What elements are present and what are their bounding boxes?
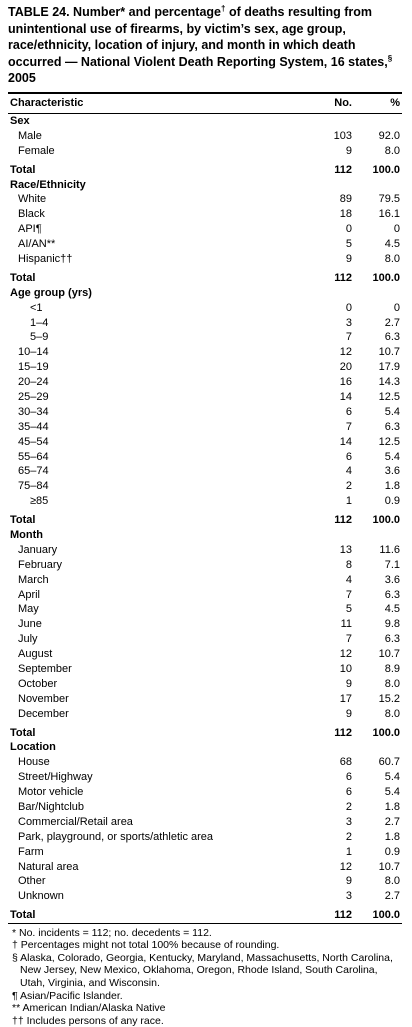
footnote: * No. incidents = 112; no. decedents = 112. <box>12 926 212 939</box>
row-percent: 9.8 <box>384 618 400 631</box>
row-number: 68 <box>339 756 352 769</box>
table-row <box>8 419 402 434</box>
row-number: 18 <box>339 208 352 221</box>
table-body <box>8 113 402 923</box>
total-label: Total <box>10 514 36 527</box>
row-number: 4 <box>345 465 352 478</box>
row-percent: 5.4 <box>384 450 400 463</box>
row-label: Male <box>18 129 42 142</box>
row-percent: 8.0 <box>384 144 400 157</box>
table-row <box>8 800 402 815</box>
row-percent: 0 <box>393 223 400 236</box>
table-row <box>8 494 402 509</box>
table-row <box>8 874 402 889</box>
table-row <box>8 300 402 315</box>
row-label: 55–64 <box>18 450 49 463</box>
section-header: Age group (yrs) <box>10 286 92 299</box>
row-label: 25–29 <box>18 390 49 403</box>
total-number: 112 <box>334 514 352 527</box>
row-number: 14 <box>339 435 352 448</box>
table-row <box>8 207 402 222</box>
row-label: Natural area <box>18 860 79 873</box>
total-percent: 100.0 <box>372 163 400 176</box>
total-percent: 100.0 <box>354 908 402 923</box>
row-number: 9 <box>345 677 352 690</box>
section-header-row <box>8 113 402 128</box>
section-header: Month <box>10 528 43 541</box>
table-row <box>8 434 402 449</box>
row-label: 45–54 <box>18 435 49 448</box>
header-percent: % <box>354 93 402 114</box>
table-row <box>8 602 402 617</box>
row-number: 6 <box>345 771 352 784</box>
row-percent: 10.7 <box>378 860 400 873</box>
row-label: 10–14 <box>18 346 49 359</box>
table-row <box>8 192 402 207</box>
row-percent: 5.4 <box>384 771 400 784</box>
total-percent: 100.0 <box>372 514 400 527</box>
table-row <box>8 691 402 706</box>
table-row <box>8 315 402 330</box>
table-row <box>8 587 402 602</box>
total-label: Total <box>10 163 36 176</box>
table-row <box>8 557 402 572</box>
row-number: 0 <box>345 301 352 314</box>
row-number: 4 <box>345 573 352 586</box>
row-number: 103 <box>333 129 352 142</box>
title-text-a: TABLE 24. Number* and percentage <box>8 5 222 19</box>
table-row <box>8 785 402 800</box>
row-percent: 1.8 <box>384 801 400 814</box>
section-header-row <box>8 177 402 192</box>
table-title <box>8 4 404 87</box>
table-row <box>8 449 402 464</box>
row-number: 5 <box>345 238 352 251</box>
row-percent: 5.4 <box>384 786 400 799</box>
total-label: Total <box>10 271 36 284</box>
row-label: 20–24 <box>18 376 49 389</box>
row-number: 2 <box>345 480 352 493</box>
total-number: 112 <box>334 163 352 176</box>
table-row <box>8 632 402 647</box>
row-number: 12 <box>339 860 352 873</box>
row-label: Unknown <box>18 890 64 903</box>
row-percent: 2.7 <box>384 890 400 903</box>
row-label: 65–74 <box>18 465 49 478</box>
footnote: †† Includes persons of any race. <box>12 1014 164 1027</box>
table-row <box>8 479 402 494</box>
row-label: House <box>18 756 50 769</box>
row-label: <1 <box>30 301 43 314</box>
title-sup-dagger: † <box>221 3 226 13</box>
row-percent: 6.3 <box>384 633 400 646</box>
table-row <box>8 404 402 419</box>
row-number: 7 <box>345 633 352 646</box>
section-header-row <box>8 740 402 755</box>
row-percent: 8.0 <box>384 875 400 888</box>
table-row <box>8 676 402 691</box>
row-percent: 15.2 <box>378 692 400 705</box>
row-label: November <box>18 692 69 705</box>
row-label: July <box>18 633 38 646</box>
row-number: 1 <box>345 495 352 508</box>
header-characteristic: Characteristic <box>8 93 298 114</box>
section-header: Race/Ethnicity <box>10 178 86 191</box>
row-label: June <box>18 618 42 631</box>
total-row <box>8 270 402 285</box>
row-percent: 10.7 <box>378 346 400 359</box>
row-percent: 6.3 <box>384 588 400 601</box>
row-percent: 2.7 <box>384 815 400 828</box>
row-percent: 79.5 <box>378 193 400 206</box>
title-text-c: 2005 <box>8 71 36 85</box>
table-row <box>8 889 402 904</box>
section-header: Sex <box>10 114 30 127</box>
row-label: Hispanic†† <box>18 252 73 265</box>
table-row <box>8 844 402 859</box>
table-row <box>8 859 402 874</box>
row-number: 6 <box>345 786 352 799</box>
row-label: AI/AN** <box>18 238 56 251</box>
total-row <box>8 725 402 740</box>
row-number: 6 <box>345 450 352 463</box>
row-number: 9 <box>345 707 352 720</box>
row-label: 30–34 <box>18 405 49 418</box>
row-percent: 0 <box>393 301 400 314</box>
row-percent: 4.5 <box>384 603 400 616</box>
data-table <box>8 92 402 924</box>
row-label: December <box>18 707 69 720</box>
row-percent: 3.6 <box>384 465 400 478</box>
row-label: October <box>18 677 58 690</box>
row-number: 7 <box>345 331 352 344</box>
row-label: Female <box>18 144 55 157</box>
table-row <box>8 360 402 375</box>
table-row <box>8 617 402 632</box>
row-percent: 6.3 <box>384 331 400 344</box>
header-row <box>8 93 402 114</box>
row-number: 3 <box>345 890 352 903</box>
table-row <box>8 375 402 390</box>
total-row <box>8 513 402 528</box>
row-number: 1 <box>345 845 352 858</box>
row-label: September <box>18 663 72 675</box>
table-row <box>8 345 402 360</box>
table-row <box>8 143 402 158</box>
row-percent: 0.9 <box>384 495 400 508</box>
row-label: January <box>18 543 58 556</box>
footnote: † Percentages might not total 100% because of rounding. <box>12 939 280 952</box>
row-number: 3 <box>345 316 352 329</box>
table-row <box>8 252 402 267</box>
row-percent: 16.1 <box>378 208 400 221</box>
row-label: August <box>18 648 53 661</box>
row-label: Black <box>18 208 45 221</box>
row-label: Commercial/Retail area <box>18 815 133 828</box>
row-label: Park, playground, or sports/athletic area <box>18 830 214 843</box>
row-label: 75–84 <box>18 480 49 493</box>
row-percent: 3.6 <box>384 573 400 586</box>
row-label: 15–19 <box>18 361 49 374</box>
table-row <box>8 390 402 405</box>
row-percent: 7.1 <box>384 558 400 571</box>
total-row <box>8 162 402 177</box>
row-number: 0 <box>345 223 352 236</box>
row-percent: 0.9 <box>384 845 400 858</box>
footnote: ¶ Asian/Pacific Islander. <box>12 989 123 1002</box>
table-row <box>8 572 402 587</box>
row-number: 2 <box>345 830 352 843</box>
table-row <box>8 237 402 252</box>
row-percent: 60.7 <box>378 756 400 769</box>
section-header-row <box>8 285 402 300</box>
row-percent: 17.9 <box>378 361 400 374</box>
row-number: 17 <box>339 692 352 705</box>
row-percent: 92.0 <box>378 129 400 142</box>
table-row <box>8 647 402 662</box>
row-label: February <box>18 558 63 571</box>
row-label: March <box>18 573 49 586</box>
row-label: ≥85 <box>30 495 49 508</box>
row-percent: 10.7 <box>378 648 400 661</box>
total-label: Total <box>8 908 298 923</box>
row-number: 11 <box>340 618 352 631</box>
row-number: 9 <box>345 144 352 157</box>
row-number: 6 <box>345 405 352 418</box>
row-label: April <box>18 588 41 601</box>
row-label: Motor vehicle <box>18 786 84 799</box>
row-number: 5 <box>345 603 352 616</box>
row-label: 35–44 <box>18 420 49 433</box>
row-number: 13 <box>339 543 352 556</box>
row-label: White <box>18 193 47 206</box>
row-number: 7 <box>345 588 352 601</box>
row-label: API¶ <box>18 223 42 236</box>
row-number: 12 <box>339 346 352 359</box>
row-number: 20 <box>339 361 352 374</box>
row-number: 16 <box>339 376 352 389</box>
row-label: 1–4 <box>30 316 49 329</box>
total-number: 112 <box>334 271 352 284</box>
table-row <box>8 706 402 721</box>
row-label: Street/Highway <box>18 771 93 784</box>
row-percent: 12.5 <box>378 435 400 448</box>
row-number: 14 <box>339 390 352 403</box>
total-percent: 100.0 <box>372 726 400 739</box>
table-row <box>8 128 402 143</box>
table-row <box>8 770 402 785</box>
row-number: 12 <box>339 648 352 661</box>
total-number: 112 <box>334 726 352 739</box>
table-row <box>8 755 402 770</box>
row-label: Other <box>18 875 46 888</box>
row-percent: 8.0 <box>384 252 400 265</box>
row-percent: 4.5 <box>384 238 400 251</box>
row-percent: 1.8 <box>384 830 400 843</box>
total-label: Total <box>10 726 36 739</box>
total-number: 112 <box>298 908 354 923</box>
row-number: 9 <box>345 875 352 888</box>
row-label: May <box>18 603 39 616</box>
row-number: 8 <box>345 558 352 571</box>
table-row <box>8 464 402 479</box>
row-number: 10 <box>339 663 352 675</box>
title-text-b: of deaths resulting from unintentional use of firearms, by victim’s sex, age group, race/ethnicity, location of injury, and month in which death occurred — National Violent Death Reporting System, 16 states, <box>8 5 388 69</box>
table-row <box>8 330 402 345</box>
row-percent: 8.9 <box>384 663 400 675</box>
row-percent: 8.0 <box>384 677 400 690</box>
row-number: 89 <box>339 193 352 206</box>
row-percent: 1.8 <box>384 480 400 493</box>
table-row <box>8 542 402 557</box>
footnote: § Alaska, Colorado, Georgia, Kentucky, Maryland, Massachusetts, North Carolina, New Jersey, New Mexico, Oklahoma, Oregon, Rhode Island, South Carolina, Utah, Virginia, and Wisconsin. <box>12 951 393 990</box>
title-sup-section: § <box>387 53 393 63</box>
row-number: 2 <box>345 801 352 814</box>
table-row <box>8 222 402 237</box>
table-row <box>8 662 402 677</box>
header-number: No. <box>298 93 354 114</box>
row-label: 5–9 <box>30 331 49 344</box>
footnote: ** American Indian/Alaska Native <box>12 1002 166 1015</box>
row-percent: 6.3 <box>384 420 400 433</box>
row-number: 9 <box>345 252 352 265</box>
row-percent: 8.0 <box>384 707 400 720</box>
row-percent: 11.6 <box>379 543 400 556</box>
row-label: Farm <box>18 845 44 858</box>
row-number: 3 <box>345 815 352 828</box>
row-percent: 5.4 <box>384 405 400 418</box>
section-header: Location <box>10 741 56 754</box>
total-percent: 100.0 <box>372 271 400 284</box>
row-label: Bar/Nightclub <box>18 801 85 814</box>
table-row <box>8 814 402 829</box>
table-row <box>8 829 402 844</box>
section-header-row <box>8 528 402 543</box>
row-percent: 14.3 <box>378 376 400 389</box>
total-row <box>8 908 402 923</box>
row-percent: 12.5 <box>378 390 400 403</box>
row-number: 7 <box>345 420 352 433</box>
row-percent: 2.7 <box>384 316 400 329</box>
